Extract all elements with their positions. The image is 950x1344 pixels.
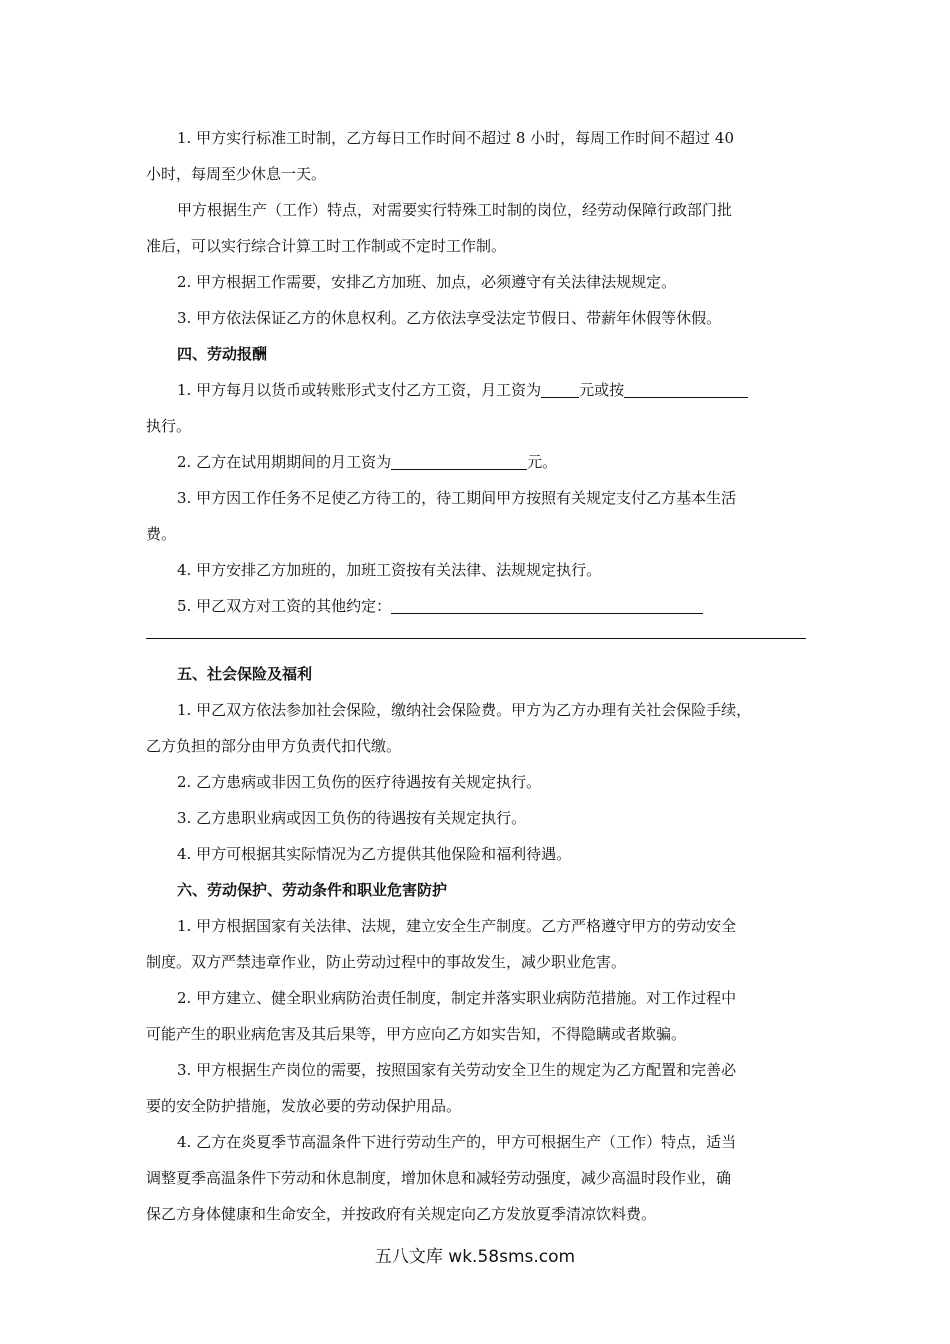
sec4-item5-text: 5. 甲乙双方对工资的其他约定： — [177, 597, 392, 615]
sec5-item4: 4. 甲方可根据其实际情况为乙方提供其他保险和福利待遇。 — [177, 845, 572, 863]
sec4-item3-line2: 费。 — [146, 525, 177, 543]
sec3-item2: 2. 甲方根据工作需要，安排乙方加班、加点，必须遵守有关法律法规规定。 — [177, 273, 677, 291]
sec3-note-line1: 甲方根据生产（工作）特点，对需要实行特殊工时制的岗位，经劳动保障行政部门批 — [177, 201, 733, 219]
probation-salary-blank — [391, 451, 527, 470]
other-agreement-line — [146, 638, 806, 639]
sec6-item4-line1: 4. 乙方在炎夏季节高温条件下进行劳动生产的，甲方可根据生产（工作）特点，适当 — [177, 1133, 737, 1151]
sec6-item1-line1: 1. 甲方根据国家有关法律、法规，建立安全生产制度。乙方严格遵守甲方的劳动安全 — [177, 917, 737, 935]
sec5-item3: 3. 乙方患职业病或因工负伤的待遇按有关规定执行。 — [177, 809, 527, 827]
sec4-item1-mid: 元或按 — [579, 381, 625, 399]
sec4-item1-line1 — [146, 372, 810, 408]
sec4-item5 — [146, 588, 810, 624]
other-agreement-blank — [391, 595, 703, 614]
sec4-item2-text: 2. 乙方在试用期期间的月工资为 — [177, 453, 392, 471]
sec4-item2-unit: 元。 — [527, 453, 558, 471]
sec5-item1-line2: 乙方负担的部分由甲方负责代扣代缴。 — [146, 737, 402, 755]
sec5-item1-line1: 1. 甲乙双方依法参加社会保险，缴纳社会保险费。甲方为乙方办理有关社会保险手续， — [177, 701, 752, 719]
sec5-heading: 五、社会保险及福利 — [177, 665, 313, 683]
sec3-note-line2: 准后，可以实行综合计算工时工作制或不定时工作制。 — [146, 237, 507, 255]
sec6-item1-line2: 制度。双方严禁违章作业，防止劳动过程中的事故发生，减少职业危害。 — [146, 953, 627, 971]
salary-method-blank — [624, 379, 748, 398]
sec4-item1-text: 1. 甲方每月以货币或转账形式支付乙方工资，月工资为 — [177, 381, 542, 399]
salary-amount-blank — [541, 379, 579, 398]
sec3-item1-line1: 1. 甲方实行标准工时制，乙方每日工作时间不超过 8 小时，每周工作时间不超过 40 — [177, 129, 735, 147]
sec6-item4-line3: 保乙方身体健康和生命安全，并按政府有关规定向乙方发放夏季清凉饮料费。 — [146, 1205, 657, 1223]
sec4-item2 — [146, 444, 810, 480]
sec4-item1-line2: 执行。 — [146, 417, 192, 435]
sec5-item2: 2. 乙方患病或非因工负伤的医疗待遇按有关规定执行。 — [177, 773, 542, 791]
sec4-heading: 四、劳动报酬 — [177, 345, 268, 363]
footer-watermark: 五八文库 wk.58sms.com — [374, 1247, 576, 1267]
sec6-item4-line2: 调整夏季高温条件下劳动和休息制度，增加休息和减轻劳动强度，减少高温时段作业，确 — [146, 1169, 732, 1187]
sec6-item2-line1: 2. 甲方建立、健全职业病防治责任制度，制定并落实职业病防范措施。对工作过程中 — [177, 989, 737, 1007]
sec3-item1-line2: 小时，每周至少休息一天。 — [146, 165, 327, 183]
sec6-item2-line2: 可能产生的职业病危害及其后果等，甲方应向乙方如实告知，不得隐瞒或者欺骗。 — [146, 1025, 687, 1043]
sec4-item3-line1: 3. 甲方因工作任务不足使乙方待工的，待工期间甲方按照有关规定支付乙方基本生活 — [177, 489, 737, 507]
sec4-item4: 4. 甲方安排乙方加班的，加班工资按有关法律、法规规定执行。 — [177, 561, 602, 579]
sec6-item3-line2: 要的安全防护措施，发放必要的劳动保护用品。 — [146, 1097, 462, 1115]
sec6-item3-line1: 3. 甲方根据生产岗位的需要，按照国家有关劳动安全卫生的规定为乙方配置和完善必 — [177, 1061, 737, 1079]
sec6-heading: 六、劳动保护、劳动条件和职业危害防护 — [177, 881, 448, 899]
sec3-item3: 3. 甲方依法保证乙方的休息权利。乙方依法享受法定节假日、带薪年休假等休假。 — [177, 309, 722, 327]
